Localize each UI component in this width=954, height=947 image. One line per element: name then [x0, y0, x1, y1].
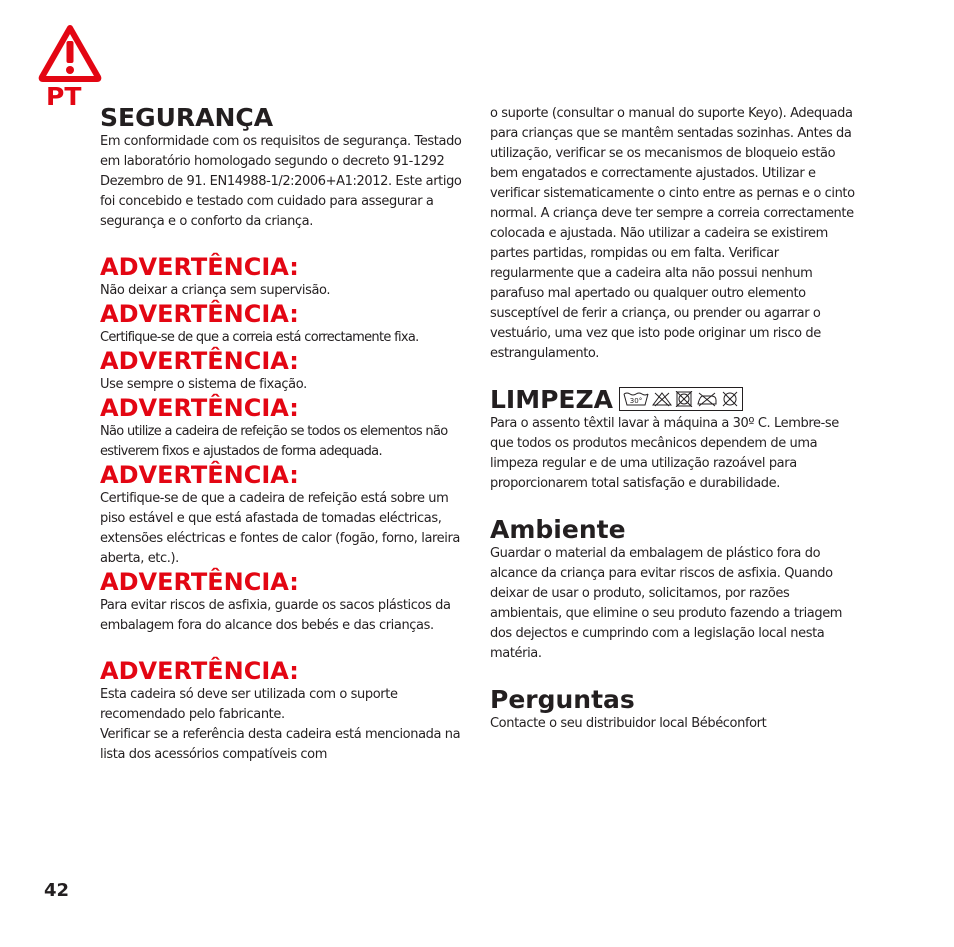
warning-text-7b: Verificar se a referência desta cadeira está mencionada na lista dos acessórios compatíveis com [100, 727, 461, 762]
warning-text-6: Para evitar riscos de asfixia, guarde os sacos plásticos da embalagem fora do alcance dos bebés e das crianças. [100, 598, 451, 633]
warning-text-4: Não utilize a cadeira de refeição se todos os elementos não estiverem fixos e ajustados de forma adequada. [100, 424, 448, 459]
page-number: 42 [44, 880, 70, 901]
no-tumble-dry-icon [675, 391, 693, 407]
seguranca-heading: SEGURANÇA [100, 103, 274, 132]
warning-text-7: Esta cadeira só deve ser utilizada com o suporte recomendado pelo fabricante. [100, 687, 398, 722]
left-column [100, 104, 465, 765]
ambiente-heading: Ambiente [490, 515, 626, 544]
warning-heading-4: ADVERTÊNCIA: [100, 394, 299, 422]
limpeza-heading: LIMPEZA [490, 385, 613, 414]
no-dry-clean-icon [721, 391, 739, 407]
warning-heading-5: ADVERTÊNCIA: [100, 461, 299, 489]
limpeza-text: Para o assento têxtil lavar à máquina a 30º C. Lembre-se que todos os produtos mecânicos dependem de uma limpeza regular e de uma utilização razoável para proporcionarem total satisfação e durabilidade. [490, 416, 839, 491]
warning-text-2: Certifique-se de que a correia está correctamente fixa. [100, 330, 419, 345]
wash-30-icon [623, 391, 649, 407]
warning-text-3: Use sempre o sistema de fixação. [100, 377, 307, 392]
seguranca-text: Em conformidade com os requisitos de segurança. Testado em laboratório homologado segundo o decreto 91-1292 Dezembro de 91. EN14988-1/2:2006+A1:2012. Este artigo foi concebido e testado com cuidado para assegurar a segurança e o conforto da criança. [100, 134, 462, 229]
ambiente-text: Guardar o material da embalagem de plástico fora do alcance da criança para evitar riscos de asfixia. Quando deixar de usar o produto, solicitamos, por razões ambientais, que elimine o seu produto fazendo a triagem dos dejectos e cumprindo com a legislação local nesta matéria. [490, 546, 843, 661]
warning-heading-1: ADVERTÊNCIA: [100, 253, 299, 281]
perguntas-text: Contacte o seu distribuidor local Bébéconfort [490, 716, 767, 731]
continuation-text: o suporte (consultar o manual do suporte Keyo). Adequada para crianças que se mantêm sentadas sozinhas. Antes da utilização, verificar se os mecanismos de bloqueio estão bem engatados e correctamente ajustados. Utilizar e verificar sistematicamente o cinto entre as pernas e o cinto normal. A criança deve ter sempre a correia correctamente colocada e ajustada. Não utilizar a cadeira se existirem partes partidas, rompidas ou em falta. Verificar regularmente que a cadeira alta não possui nenhum parafuso mal apertado ou qualquer outro elemento susceptível de ferir a criança, ou prender ou agarrar o vestuário, uma vez que isto pode originar um risco de estrangulamento. [490, 106, 855, 361]
warning-triangle-icon [38, 24, 102, 82]
warning-heading-2: ADVERTÊNCIA: [100, 300, 299, 328]
right-column [490, 104, 855, 734]
language-code: PT [46, 82, 82, 111]
no-iron-icon [696, 391, 718, 407]
wash-temp-label: 30° [629, 397, 643, 405]
limpeza-heading-row [490, 386, 855, 414]
warning-heading-7: ADVERTÊNCIA: [100, 657, 299, 685]
warning-text-1: Não deixar a criança sem supervisão. [100, 283, 331, 298]
warning-heading-3: ADVERTÊNCIA: [100, 347, 299, 375]
perguntas-heading: Perguntas [490, 685, 635, 714]
warning-heading-6: ADVERTÊNCIA: [100, 568, 299, 596]
care-symbols [619, 387, 743, 411]
warning-text-5: Certifique-se de que a cadeira de refeição está sobre um piso estável e que está afastada de tomadas eléctricas, extensões eléctricas e fontes de calor (fogão, forno, lareira aberta, etc.). [100, 491, 460, 566]
no-bleach-icon [652, 391, 672, 407]
